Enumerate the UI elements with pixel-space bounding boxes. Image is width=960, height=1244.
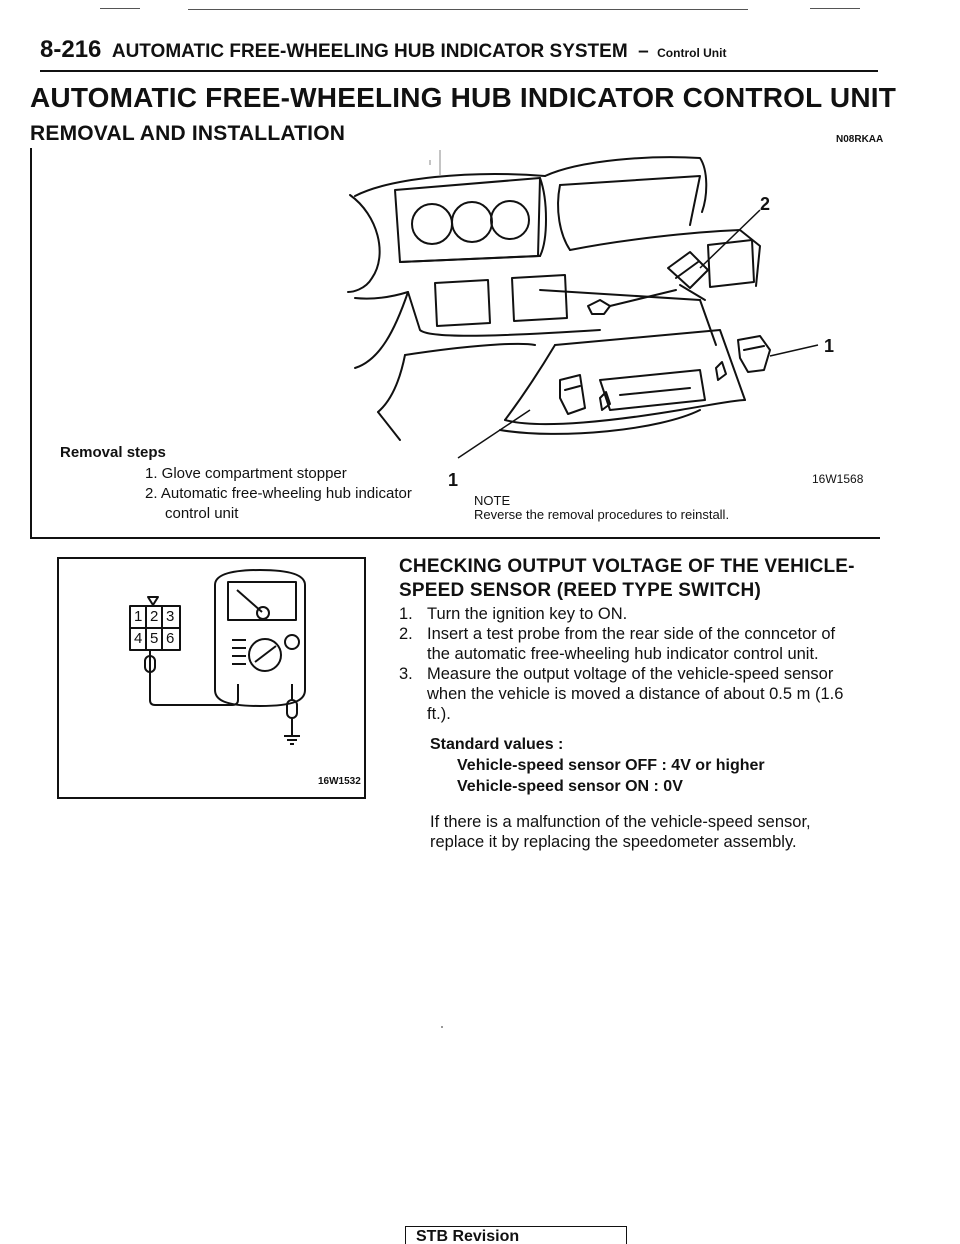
callout-1-left: 1 <box>448 470 459 490</box>
stray-mark <box>441 1026 443 1028</box>
footer-revision-box <box>405 1226 627 1244</box>
connector-pin-4: 4 <box>134 630 143 647</box>
check-step-text: Turn the ignition key to ON. <box>427 605 628 623</box>
removal-step-1: 1. Glove compartment stopper <box>145 465 347 482</box>
standard-value-off: Vehicle-speed sensor OFF : 4V or higher <box>457 757 765 774</box>
check-step-2 <box>399 624 889 664</box>
callout-2: 2 <box>760 194 771 214</box>
removal-step-2: 2. Automatic free-wheeling hub indicator <box>145 485 412 502</box>
check-step-num: 3. <box>399 665 413 683</box>
check-step-3 <box>399 664 889 724</box>
system-title: AUTOMATIC FREE-WHEELING HUB INDICATOR SYSTEM <box>111 41 628 62</box>
check-step-num: 1. <box>399 605 413 623</box>
check-step-num: 2. <box>399 625 413 643</box>
check-steps <box>399 604 889 724</box>
main-title: AUTOMATIC FREE-WHEELING HUB INDICATOR CONTROL UNIT <box>30 82 897 113</box>
check-step-text: Measure the output voltage of the vehicle-speed sensor when the vehicle is moved a distance of about 0.5 m (1.6 ft.). <box>427 665 844 723</box>
standard-values-title: Standard values : <box>430 736 564 753</box>
header-dash: – <box>638 41 649 62</box>
check-step-text: Insert a test probe from the rear side of the conncetor of the automatic free-wheeling hub indicator control unit. <box>427 625 836 663</box>
check-heading-line1: CHECKING OUTPUT VOLTAGE OF THE VEHICLE- <box>399 556 855 577</box>
connector-pin-2: 2 <box>150 608 159 625</box>
note-text: Reverse the removal procedures to reinstall. <box>474 507 730 522</box>
section-name: Control Unit <box>657 46 727 60</box>
removal-code: N08RKAA <box>836 134 884 145</box>
standard-value-on: Vehicle-speed sensor ON : 0V <box>457 778 683 795</box>
check-heading-line2: SPEED SENSOR (REED TYPE SWITCH) <box>399 580 761 601</box>
connector-pin-5: 5 <box>150 630 159 647</box>
connector-pin-1: 1 <box>134 608 143 625</box>
malfunction-text: If there is a malfunction of the vehicle-speed sensor, replace it by replacing the speedometer assembly. <box>430 813 811 851</box>
removal-heading: REMOVAL AND INSTALLATION <box>30 122 346 145</box>
connector-pin-6: 6 <box>166 630 175 647</box>
removal-steps-title: Removal steps <box>60 444 166 461</box>
note-title: NOTE <box>474 493 511 508</box>
removal-step-2-cont: control unit <box>165 505 239 522</box>
connector-pin-3: 3 <box>166 608 175 625</box>
meter-figure-id: 16W1532 <box>318 776 361 787</box>
callout-1-right: 1 <box>824 336 835 356</box>
footer-revision: STB Revision <box>416 1228 520 1244</box>
check-step-1 <box>399 604 889 624</box>
removal-figure-id: 16W1568 <box>812 472 864 486</box>
page-number: 8-216 <box>40 36 102 63</box>
